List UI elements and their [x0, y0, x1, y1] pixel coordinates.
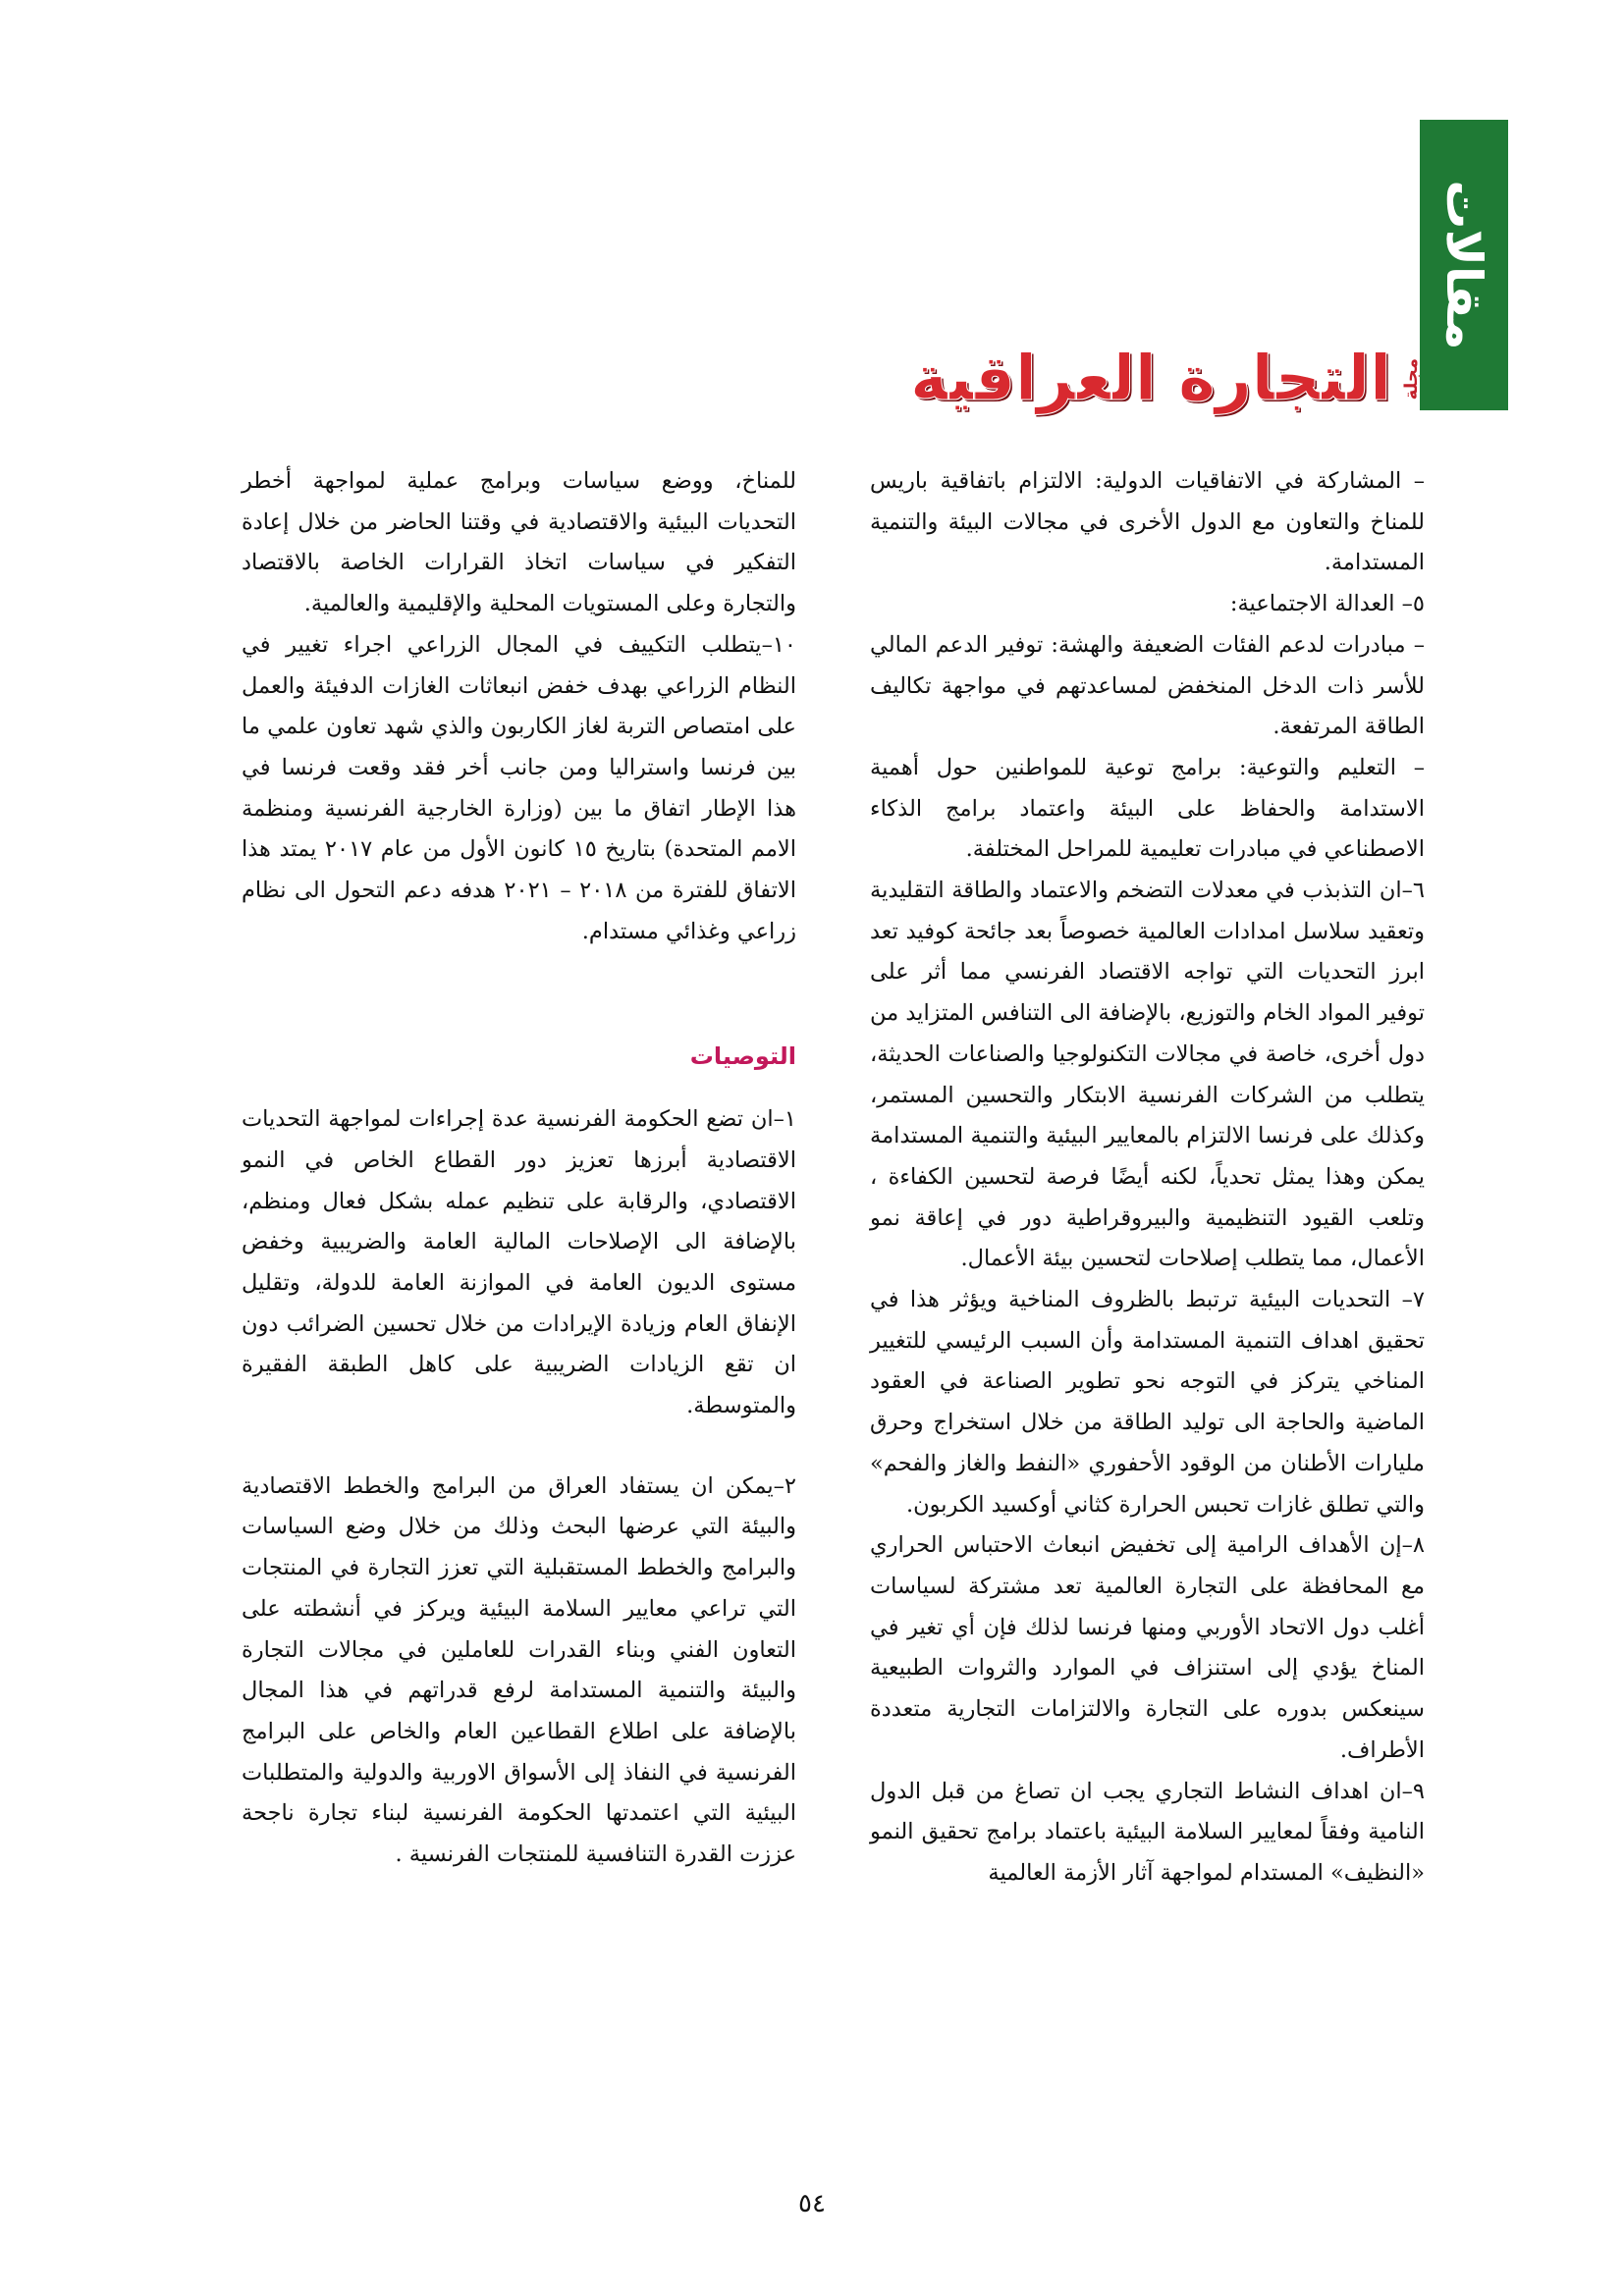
- section-tab-label: مقالات: [1435, 180, 1492, 350]
- paragraph: للمناخ، ووضع سياسات وبرامج عملية لمواجهة أخطر التحديات البيئية والاقتصادية في وقتنا الحاضر من خلال إعادة التفكير في سياسات اتخاذ القرارات الخاصة بالاقتصاد والتجارة وعلى المستويات المحلية والإقليمية والعالمية.: [242, 468, 796, 617]
- paragraph: ٨–إن الأهداف الرامية إلى تخفيض انبعاث الاحتباس الحراري مع المحافظة على التجارة العالمية تعد مشتركة لسياسات أغلب دول الاتحاد الأوربي ومنها فرنسا لذلك فإن أي تغير في المناخ يؤدي إلى استنزاف في الموارد والثروات الطبيعية سينعكس بدوره على التجارة والالتزامات التجارية متعددة الأطراف.: [870, 1532, 1425, 1763]
- page-number: ٥٤: [798, 2189, 826, 2218]
- paragraph: ١٠–يتطلب التكييف في المجال الزراعي اجراء تغيير في النظام الزراعي بهدف خفض انبعاثات الغازات الدفيئة والعمل على امتصاص التربة لغاز الكاربون والذي شهد تعاون علمي ما بين فرنسا واستراليا ومن جانب أخر فقد وقعت فرنسا في هذا الإطار اتفاق ما بين (وزارة الخارجية الفرنسية ومنظمة الامم المتحدة) بتاريخ ١٥ كانون الأول من عام ٢٠١٧ يمتد هذا الاتفاق للفترة من ٢٠١٨ – ٢٠٢١ هدفه دعم التحول الى نظام زراعي وغذائي مستدام.: [242, 631, 797, 944]
- recommendations-heading: التوصيات: [689, 1042, 796, 1071]
- paragraph: – التعليم والتوعية: برامج توعية للمواطنين حول أهمية الاستدامة والحفاظ على البيئة واعتماد برامج الذكاء الاصطناعي في مبادرات تعليمية للمراحل المختلفة.: [870, 754, 1425, 863]
- paragraph: – المشاركة في الاتفاقيات الدولية: الالتزام باتفاقية باريس للمناخ والتعاون مع الدول الأخرى في مجالات البيئة والتنمية المستدامة.: [870, 468, 1425, 576]
- spacer: [242, 1427, 796, 1467]
- paragraph: ٥– العدالة الاجتماعية:: [1229, 591, 1425, 617]
- section-tab: [1420, 120, 1508, 410]
- right-column: [870, 461, 1425, 1895]
- logo-title: التجارة العراقية: [910, 343, 1391, 415]
- left-column: [242, 461, 796, 1876]
- magazine-logo: [910, 330, 1422, 428]
- logo-small-label: مجلة: [1401, 357, 1422, 400]
- paragraph: ٦–ان التذبذب في معدلات التضخم والاعتماد والطاقة التقليدية وتعقيد سلاسل امدادات العالمية خصوصاً بعد جائحة كوفيد تعد ابرز التحديات التي تواجه الاقتصاد الفرنسي مما أثر على توفير المواد الخام والتوزيع، بالإضافة الى التنافس المتزايد من دول أخرى، خاصة في مجالات التكنولوجيا والصناعات الحديثة، يتطلب من الشركات الفرنسية الابتكار والتحسين المستمر، وكذلك على فرنسا الالتزام بالمعايير البيئية والتنمية المستدامة يمكن وهذا يمثل تحدياً، لكنه أيضًا فرصة لتحسين الكفاءة ، وتلعب القيود التنظيمية والبيروقراطية دور في إعاقة نمو الأعمال، مما يتطلب إصلاحات لتحسين بيئة الأعمال.: [870, 878, 1425, 1272]
- paragraph: ١–ان تضع الحكومة الفرنسية عدة إجراءات لمواجهة التحديات الاقتصادية أبرزها تعزيز دور القطاع الخاص في النمو الاقتصادي، والرقابة على تنظيم عمله بشكل فعال ومنظم، بالإضافة الى الإصلاحات المالية العامة والضريبية وخفض مستوى الديون العامة في الموازنة العامة للدولة، وتقليل الإنفاق العام وزيادة الإيرادات من خلال تحسين الضرائب دون ان تقع الزيادات الضريبية على كاهل الطبقة الفقيرة والمتوسطة.: [242, 1106, 796, 1419]
- paragraph: ٩–ان اهداف النشاط التجاري يجب ان تصاغ من قبل الدول النامية وفقاً لمعايير السلامة البيئية باعتماد برامج تحقيق النمو «النظيف» المستدام لمواجهة آثار الأزمة العالمية: [870, 1778, 1425, 1886]
- paragraph: ٢–يمكن ان يستفاد العراق من البرامج والخطط الاقتصادية والبيئة التي عرضها البحث وذلك من خلال وضع السياسات والبرامج والخطط المستقبلية التي تعزز التجارة في المنتجات التي تراعي معايير السلامة البيئية ويركز في أنشطته على التعاون الفني وبناء القدرات للعاملين في مجالات التجارة والبيئة والتنمية المستدامة لرفع قدراتهم في هذا المجال بالإضافة على اطلاع القطاعين العام والخاص على البرامج الفرنسية في النفاذ إلى الأسواق الاوربية والدولية والمتطلبات البيئية التي اعتمدتها الحكومة الفرنسية لبناء تجارة ناجحة عززت القدرة التنافسية للمنتجات الفرنسية .: [242, 1472, 796, 1868]
- paragraph: – مبادرات لدعم الفئات الضعيفة والهشة: توفير الدعم المالي للأسر ذات الدخل المنخفض لمساعدتهم في مواجهة تكاليف الطاقة المرتفعة.: [870, 631, 1425, 740]
- paragraph: ٧– التحديات البيئية ترتبط بالظروف المناخية ويؤثر هذا في تحقيق اهداف التنمية المستدامة وأن السبب الرئيسي للتغيير المناخي يتركز في التوجه نحو تطوير الصناعة في العقود الماضية والحاجة الى توليد الطاقة من خلال استخراج وحرق مليارات الأطنان من الوقود الأحفوري «النفط والغاز والفحم» والتي تطلق غازات تحبس الحرارة كثاني أوكسيد الكربون.: [870, 1287, 1425, 1518]
